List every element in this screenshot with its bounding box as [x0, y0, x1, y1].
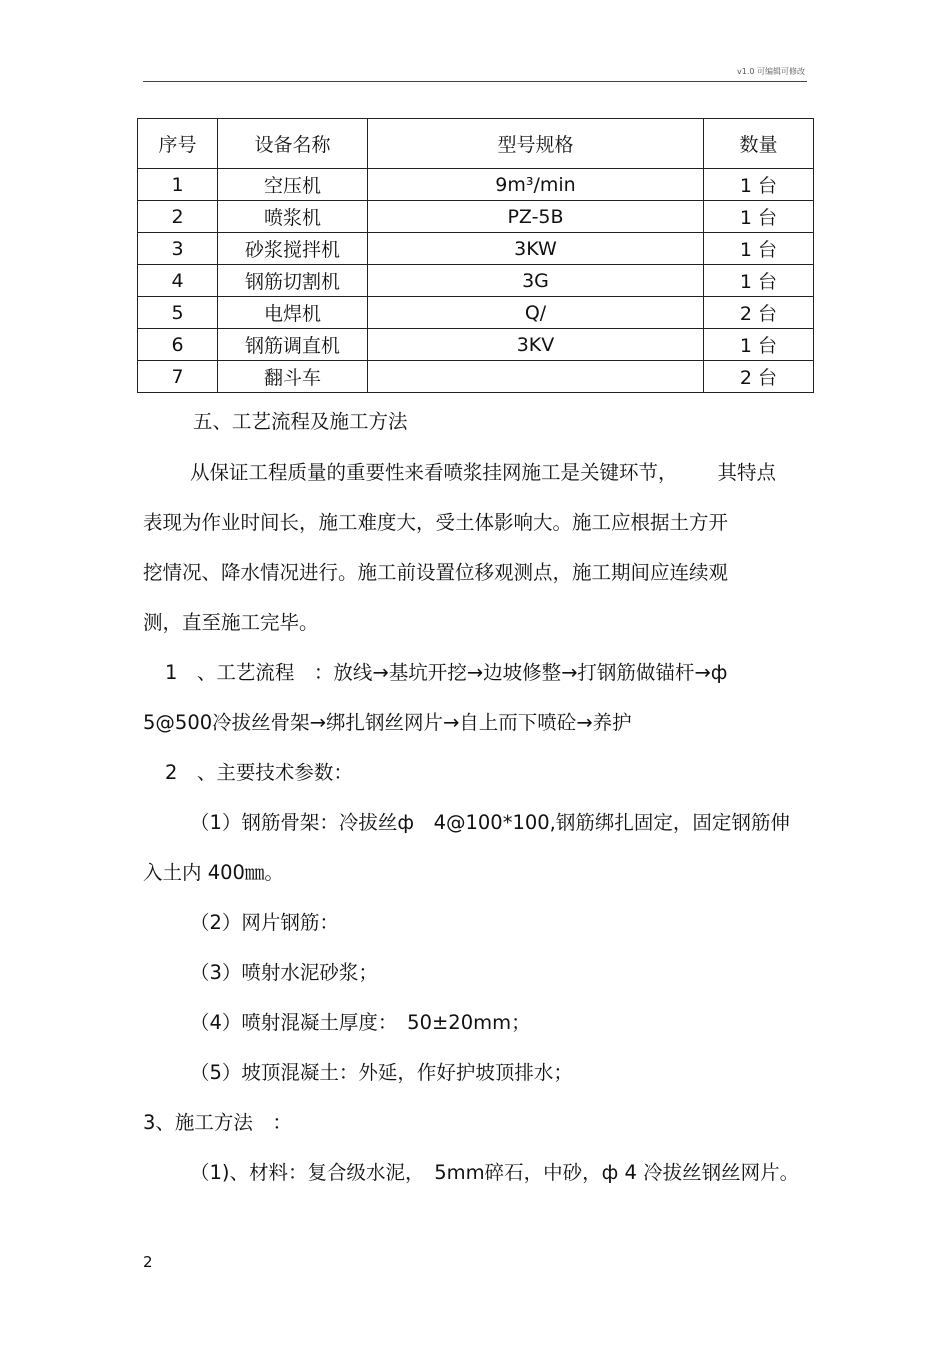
cell-index: 6: [138, 329, 218, 361]
header-rule: [143, 81, 807, 82]
paragraph-text: 从保证工程质量的重要性来看喷浆挂网施工是关键环节，: [190, 461, 678, 484]
cell-spec: [368, 361, 704, 393]
param-item: （1）钢筋骨架：冷拔丝ф 4@100*100,钢筋绑扎固定，固定钢筋伸: [190, 811, 790, 834]
table-row: [138, 329, 814, 361]
header-qty: 数量: [704, 119, 814, 169]
cell-spec: Q/: [368, 297, 704, 329]
cell-spec: 3G: [368, 265, 704, 297]
table-row: [138, 265, 814, 297]
cell-qty: 1 台: [704, 201, 814, 233]
cell-qty: 2 台: [704, 297, 814, 329]
cell-spec: 3KW: [368, 233, 704, 265]
header-spec: 型号规格: [368, 119, 704, 169]
cell-spec: 3KV: [368, 329, 704, 361]
cell-name: 翻斗车: [218, 361, 368, 393]
param-item: （3）喷射水泥砂浆；: [190, 961, 378, 984]
method-item: （1)、材料：复合级水泥， 5mm碎石，中砂，ф 4 冷拔丝钢丝网片。: [190, 1161, 800, 1184]
cell-index: 4: [138, 265, 218, 297]
paragraph-line: 测，直至施工完毕。: [143, 611, 319, 634]
paragraph-line: 挖情况、降水情况进行。施工前设置位移观测点，施工期间应连续观: [143, 561, 729, 584]
cell-index: 1: [138, 169, 218, 201]
cell-spec: PZ-5B: [368, 201, 704, 233]
cell-qty: 2 台: [704, 361, 814, 393]
params-title: 2 、主要技术参数：: [165, 761, 353, 784]
cell-qty: 1 台: [704, 329, 814, 361]
table-row: [138, 361, 814, 393]
method-title: 3、施工方法 ：: [143, 1111, 292, 1134]
equipment-table: [137, 118, 814, 393]
paragraph-text: 其特点: [717, 461, 777, 484]
cell-name: 钢筋调直机: [218, 329, 368, 361]
table-header-row: [138, 119, 814, 169]
param-item: （4）喷射混凝土厚度： 50±20mm；: [190, 1011, 531, 1034]
cell-index: 7: [138, 361, 218, 393]
cell-name: 砂浆搅拌机: [218, 233, 368, 265]
cell-name: 喷浆机: [218, 201, 368, 233]
paragraph-line: [190, 461, 776, 485]
cell-qty: 1 台: [704, 169, 814, 201]
cell-spec: 9m³/min: [368, 169, 704, 201]
cell-name: 空压机: [218, 169, 368, 201]
page-number: 2: [143, 1253, 153, 1271]
flow-line: 1 、工艺流程 ：放线→基坑开挖→边坡修整→打钢筋做锚杆→ф: [165, 661, 728, 684]
header-index: 序号: [138, 119, 218, 169]
cell-index: 3: [138, 233, 218, 265]
table-row: [138, 233, 814, 265]
cell-name: 电焊机: [218, 297, 368, 329]
cell-qty: 1 台: [704, 265, 814, 297]
cell-index: 5: [138, 297, 218, 329]
table-row: [138, 297, 814, 329]
header-name: 设备名称: [218, 119, 368, 169]
cell-qty: 1 台: [704, 233, 814, 265]
param-item: （2）网片钢筋：: [190, 911, 339, 934]
section-title: 五、工艺流程及施工方法: [193, 410, 408, 433]
header-note: v1.0 可编辑可修改: [737, 67, 805, 76]
table-row: [138, 201, 814, 233]
param-item: 入土内 400㎜。: [143, 861, 284, 884]
cell-name: 钢筋切割机: [218, 265, 368, 297]
cell-index: 2: [138, 201, 218, 233]
paragraph-line: 表现为作业时间长，施工难度大，受土体影响大。施工应根据土方开: [143, 511, 729, 534]
table-row: [138, 169, 814, 201]
param-item: （5）坡顶混凝土：外延，作好护坡顶排水；: [190, 1061, 573, 1084]
flow-line: 5@500冷拔丝骨架→绑扎钢丝网片→自上而下喷砼→养护: [143, 711, 632, 734]
